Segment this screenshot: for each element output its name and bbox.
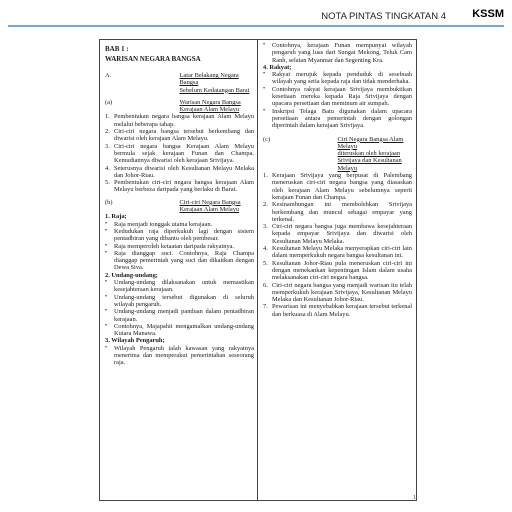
list-item: • Kedudukan raja diperkukuh lagi dengan sistem pentadbiran yang dibantu oleh pembesar.: [105, 227, 254, 243]
list-item: 3. Ciri-ciri negara bangsa juga membawa kesejahteraan kepada empayar Srivijaya dan diwarisi oleh Kesultanan Melayu Melaka.: [263, 223, 412, 245]
list-a: [105, 113, 254, 193]
subsection-c-title-3: Srivijaya dan Kesultanan Melayu: [337, 157, 402, 172]
list-item: • Inskripsi Telaga Batu digunakan dalam upacara persetiaan antara pemerintah dengan golongan diperintah dalam kerajaan Srivijaya.: [263, 107, 412, 130]
list-item: 7. Pewarisan ini menyebabkan kerajaan tersebut terkenal dan berkuasa di Alam Melayu.: [263, 303, 412, 318]
list-item: • Raja dianggap suci. Contohnya, Raja Champa dianggap pemerintah yang suci dan dikaitkan dengan Dewa Siva.: [105, 249, 254, 272]
wilayah-list: [105, 345, 254, 367]
list-item: 2. Kesinambungan ini membolehkan Srivijaya berkembang dan muncul sebagai empayar yang terkenal.: [263, 201, 412, 223]
notes-box: [99, 39, 417, 501]
list-item: • Contohnya rakyat kerajaan Srivijaya membuktikan kesetiaan mereka kepada Raja Srivijaya dengan upacara persetiaan dan meminum air sumpah.: [263, 85, 412, 108]
list-item: 5. Kesultanan Johor-Riau pula meneruskan ciri-ciri ini dengan menekankan kepentingan Islam dalam usaha melaksanakan ciri-ciri negara bangsa.: [263, 259, 412, 282]
right-column: [259, 40, 416, 500]
left-column: [100, 40, 258, 500]
subsection-b-label: (b): [105, 198, 113, 206]
subsection-c-title-1: Ciri Negara Bangsa Alam Melayu: [337, 135, 404, 150]
list-item: 4. Kesultanan Melayu Melaka menyerapkan ciri-ciri lain dalam memperkukuh negara bangsa kesultanan ini.: [263, 245, 412, 260]
header-badge: KSSM: [472, 8, 504, 20]
chapter-title: WARISAN NEGARA BANGSA: [105, 55, 201, 63]
list-item: • Contohnya, kerajaan Funan mempunyai wilayah pengaruh yang luas dari Sungai Mekong, Teluk Cam Ranh, selatan Myanmar dan Segenting Kra.: [263, 42, 412, 64]
list-item: • Contohnya, Majapahit mengamalkan undang-undang Kutara Manawa.: [105, 322, 254, 338]
subsection-a-label: (a): [105, 98, 113, 106]
list-item: 1. Kerajaan Srivijaya yang berpusat di Palembang meneruskan ciri-ciri negara bangsa yang diasaskan oleh kerajaan Alam Melayu sebelumnya seperti kerajaan Funan dan Champa.: [263, 172, 412, 201]
list-item: • Undang-undang dilaksanakan untuk memastikan kesejahteraan kerajaan.: [105, 279, 254, 294]
subsection-b-title-1: Ciri-ciri Negara Bangsa: [179, 198, 241, 206]
undang-list: [105, 279, 254, 337]
undang-heading: 2. Undang-undang;: [105, 271, 158, 279]
raja-heading: 1. Raja;: [105, 213, 127, 221]
page-header: [0, 6, 512, 26]
list-item: • Raja memperoleh ketaatan daripada rakyatnya.: [105, 242, 235, 250]
subsection-a-title-1: Warisan Negara Bangsa: [179, 98, 241, 106]
list-item: 1. Pembentukan negara bangsa kerajaan Alam Melayu melalui beberapa tahap.: [105, 113, 254, 128]
section-a-title-1: Latar Belakang Negara Bangsa: [179, 72, 239, 87]
subsection-a-title-2: Kerajaan Alam Melayu: [179, 106, 240, 114]
list-item: • Undang-undang tersebut digunakan di seluruh wilayah pengaruh.: [105, 293, 254, 308]
list-item: 6. Ciri-ciri negara bangsa yang menjadi warisan itu telah memperkukuh kerajaan Srivijaya, Kesultanan Melayu Melaka dan Kesultanan Johor-Riau.: [263, 281, 412, 304]
header-title: NOTA PINTAS TINGKATAN 4: [321, 11, 446, 22]
subsection-c-title-2: diteruskan oleh kerajaan: [337, 150, 400, 158]
section-a-title-2: Sebelum Kedatangan Barat: [179, 86, 250, 94]
list-c: [263, 172, 412, 318]
subsection-b-title-2: Kerajaan Alam Melayu: [179, 206, 240, 214]
list-item: • Wilayah Pengaruh ialah kawasan yang rakyatnya menerima dan memperakui pemerintahan seseorang raja.: [105, 344, 254, 367]
list-item: 3. Ciri-ciri negara bangsa Kerajaan Alam Melayu bermula sejak kerajaan Funan dan Champa. Kemudiannya diwarisi oleh kerajaan Srivijaya.: [105, 142, 254, 165]
list-item: 4. Seterusnya diwarisi oleh Kesultanan Melayu Melaka dan Johor-Riau.: [105, 164, 254, 179]
list-item: • Raja menjadi tonggak utama kerajaan.: [105, 220, 213, 228]
wilayah-continued-list: [263, 42, 412, 64]
subsection-c-label: (c): [263, 135, 271, 143]
list-item: 2. Ciri-ciri negara bangsa tersebut berkembang dan diwarisi oleh kerajaan Alam Melayu.: [105, 128, 254, 143]
chapter-number: BAB 1 :: [105, 45, 129, 53]
rakyat-list: [263, 71, 412, 129]
raja-list: [105, 221, 254, 272]
wilayah-heading: 3. Wilayah Pengaruh;: [105, 337, 165, 345]
list-item: • Rakyat merujuk kepada penduduk di sesebuah wilayah yang setia kepada raja dan tidak menderhaka.: [263, 71, 412, 86]
section-a-heading: [105, 72, 254, 94]
list-item: • Undang-undang menjadi panduan dalam pentadbiran kerajaan.: [105, 308, 254, 323]
subsection-a-heading: [105, 99, 254, 114]
subsection-c-heading: [263, 136, 412, 172]
page-number: 1: [413, 495, 416, 501]
subsection-b-heading: [105, 199, 254, 214]
section-a-label: A.: [105, 72, 112, 79]
header-rule: [8, 25, 504, 27]
list-item: 5. Pembentukan ciri-ciri negara bangsa kerajaan Alam Melayu berbeza daripada yang berlaku di Barat.: [105, 179, 254, 194]
rakyat-heading: 4. Rakyat;: [263, 63, 292, 71]
